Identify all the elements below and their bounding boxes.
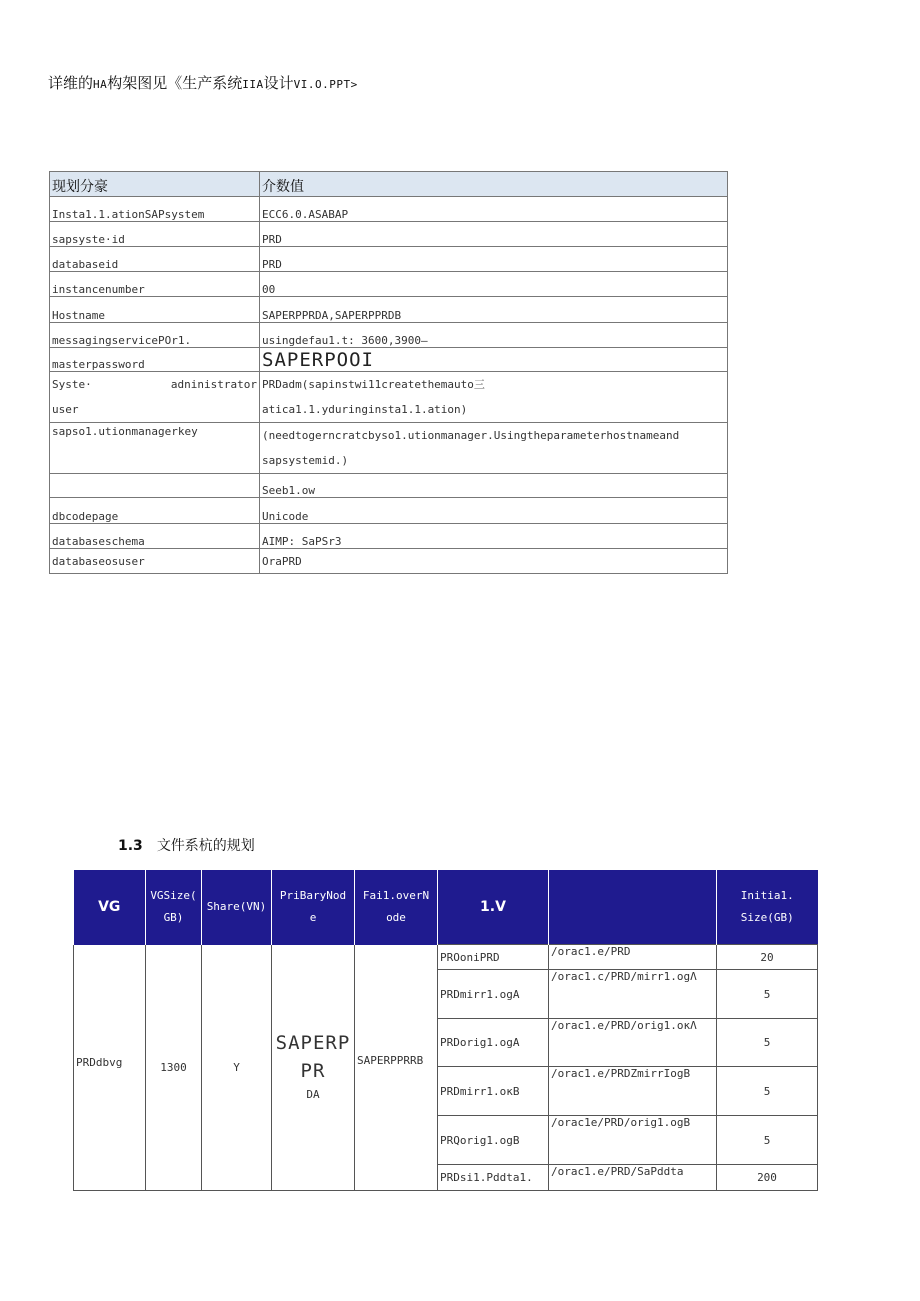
value-cell: SAPERPOOI bbox=[260, 348, 728, 372]
value-text: PRDadm(sapinstwi11createthemauto三 bbox=[262, 378, 485, 391]
value-cell: PRD bbox=[260, 247, 728, 272]
primary-node-line: DA bbox=[306, 1088, 320, 1102]
table-row bbox=[74, 945, 818, 970]
header-text: GB) bbox=[163, 911, 184, 925]
mount-cell: ∕orac1.e∕PRD∕orig1.oκΛ bbox=[549, 1019, 717, 1067]
mount-cell: ∕orac1e/PRD/orig1.ogB bbox=[549, 1116, 717, 1165]
header-vgsize bbox=[146, 870, 202, 945]
header-text: PriBaryNod bbox=[279, 889, 347, 903]
mount-cell: ∕orac1.e∕PRD∕SaPddta bbox=[549, 1165, 717, 1191]
intro-middle: 构架图见《生产系统 bbox=[107, 74, 243, 92]
header-mount-point bbox=[549, 870, 717, 945]
primary-node-cell bbox=[272, 945, 355, 1191]
filesystem-table-header bbox=[74, 870, 818, 945]
lv-cell: PRDorig1.ogA bbox=[438, 1019, 549, 1067]
param-cell: databaseid bbox=[50, 247, 260, 272]
header-primary-node bbox=[272, 870, 355, 945]
value-text: atica1.1.yduringinsta1.1.ation) bbox=[262, 403, 468, 416]
header-text: Size(GB) bbox=[740, 911, 794, 924]
intro-line bbox=[48, 72, 358, 93]
table-row bbox=[50, 272, 728, 297]
table-row bbox=[50, 474, 728, 498]
table-row bbox=[50, 348, 728, 372]
section-heading bbox=[118, 835, 255, 855]
intro-prefix: 详维的 bbox=[48, 74, 94, 92]
value-cell bbox=[260, 372, 728, 423]
table-row bbox=[50, 222, 728, 247]
header-initial-size bbox=[717, 870, 818, 945]
intro-design: 设计 bbox=[263, 74, 294, 92]
table-row bbox=[50, 423, 728, 474]
table-row bbox=[50, 498, 728, 524]
lv-cell: PRDmirr1.ogA bbox=[438, 970, 549, 1019]
size-cell: 5 bbox=[717, 1116, 818, 1165]
size-cell: 200 bbox=[717, 1165, 818, 1191]
intro-ha: HA bbox=[93, 78, 108, 91]
param-text: user bbox=[52, 403, 79, 416]
primary-node-line: SAPERP bbox=[275, 1032, 351, 1055]
failover-node-cell: SAPERPPRRB bbox=[355, 945, 438, 1191]
lv-cell: PRQorig1.ogB bbox=[438, 1116, 549, 1165]
param-cell: masterpassword bbox=[50, 348, 260, 372]
size-cell: 5 bbox=[717, 1067, 818, 1116]
primary-node-line: PR bbox=[300, 1060, 326, 1083]
table-row bbox=[50, 323, 728, 348]
value-cell: OraPRD bbox=[260, 549, 728, 574]
value-cell: AIMP: SaPSr3 bbox=[260, 524, 728, 549]
parameter-table bbox=[49, 171, 728, 574]
param-cell: Hostname bbox=[50, 297, 260, 323]
parameter-table-header bbox=[50, 172, 728, 197]
table-row bbox=[50, 372, 728, 423]
value-cell: usingdefau1.t: 3600,3900— bbox=[260, 323, 728, 348]
value-cell: ECC6.0.ASABAP bbox=[260, 197, 728, 222]
header-share: Share(VN) bbox=[202, 870, 272, 945]
size-cell: 20 bbox=[717, 945, 818, 970]
table-row bbox=[50, 247, 728, 272]
section-number: 1.3 bbox=[118, 838, 143, 854]
header-parameter: 现划分豪 bbox=[50, 172, 260, 197]
param-cell: sapsyste·id bbox=[50, 222, 260, 247]
value-cell: 00 bbox=[260, 272, 728, 297]
header-text: ode bbox=[386, 911, 406, 925]
header-failover-node bbox=[355, 870, 438, 945]
param-cell: dbcodepage bbox=[50, 498, 260, 524]
header-lv: 1.V bbox=[438, 870, 549, 945]
header-text: VGSize( bbox=[150, 889, 197, 903]
param-cell: messagingservicePOr1. bbox=[50, 323, 260, 348]
mount-cell: ∕orac1.e∕PRDZmirrIogB bbox=[549, 1067, 717, 1116]
size-cell: 5 bbox=[717, 1019, 818, 1067]
mount-cell: ∕orac1.e∕PRD bbox=[549, 945, 717, 970]
section-title: 文件系杭的规划 bbox=[156, 838, 255, 854]
param-cell: instancenumber bbox=[50, 272, 260, 297]
vgsize-cell: 1300 bbox=[146, 945, 202, 1191]
table-row bbox=[50, 297, 728, 323]
param-cell-line bbox=[52, 372, 257, 397]
value-cell: Unicode bbox=[260, 498, 728, 524]
value-text: (needtogerncratcbyso1.utionmanager.Usingtheparameterhostnameand bbox=[262, 429, 680, 442]
lv-cell: PRDmirr1.oκB bbox=[438, 1067, 549, 1116]
header-text: Fai1.overN bbox=[362, 889, 430, 903]
param-cell: databaseosuser bbox=[50, 549, 260, 574]
value-cell: Seeb1.ow bbox=[260, 474, 728, 498]
table-row bbox=[50, 549, 728, 574]
header-text: Initia1. bbox=[740, 889, 794, 902]
lv-cell: PROoniPRD bbox=[438, 945, 549, 970]
lv-cell: PRDsi1.Pddta1. bbox=[438, 1165, 549, 1191]
mount-cell: ∕orac1.c∕PRD∕mirr1.ogΛ bbox=[549, 970, 717, 1019]
size-cell: 5 bbox=[717, 970, 818, 1019]
value-cell: SAPERPPRDA,SAPERPPRDB bbox=[260, 297, 728, 323]
param-cell: Insta1.1.ationSAPsystem bbox=[50, 197, 260, 222]
header-value: 介数值 bbox=[260, 172, 728, 197]
param-cell bbox=[50, 474, 260, 498]
share-cell: Y bbox=[202, 945, 272, 1191]
value-text: sapsystemid.) bbox=[262, 454, 349, 467]
intro-file: VI.O.PPT> bbox=[293, 78, 358, 91]
param-text: adninistrator bbox=[170, 378, 257, 391]
header-vg: VG bbox=[74, 870, 146, 945]
param-cell bbox=[50, 372, 260, 423]
header-text: e bbox=[309, 911, 317, 925]
param-text: Syste· bbox=[52, 378, 92, 391]
intro-iia: IIA bbox=[242, 78, 264, 91]
vg-cell: PRDdbvg bbox=[74, 945, 146, 1191]
value-cell bbox=[260, 423, 728, 474]
table-row bbox=[50, 524, 728, 549]
table-row bbox=[50, 197, 728, 222]
param-cell: databaseschema bbox=[50, 524, 260, 549]
param-cell: sapso1.utionmanagerkey bbox=[50, 423, 260, 474]
value-cell: PRD bbox=[260, 222, 728, 247]
filesystem-table bbox=[73, 870, 818, 1191]
